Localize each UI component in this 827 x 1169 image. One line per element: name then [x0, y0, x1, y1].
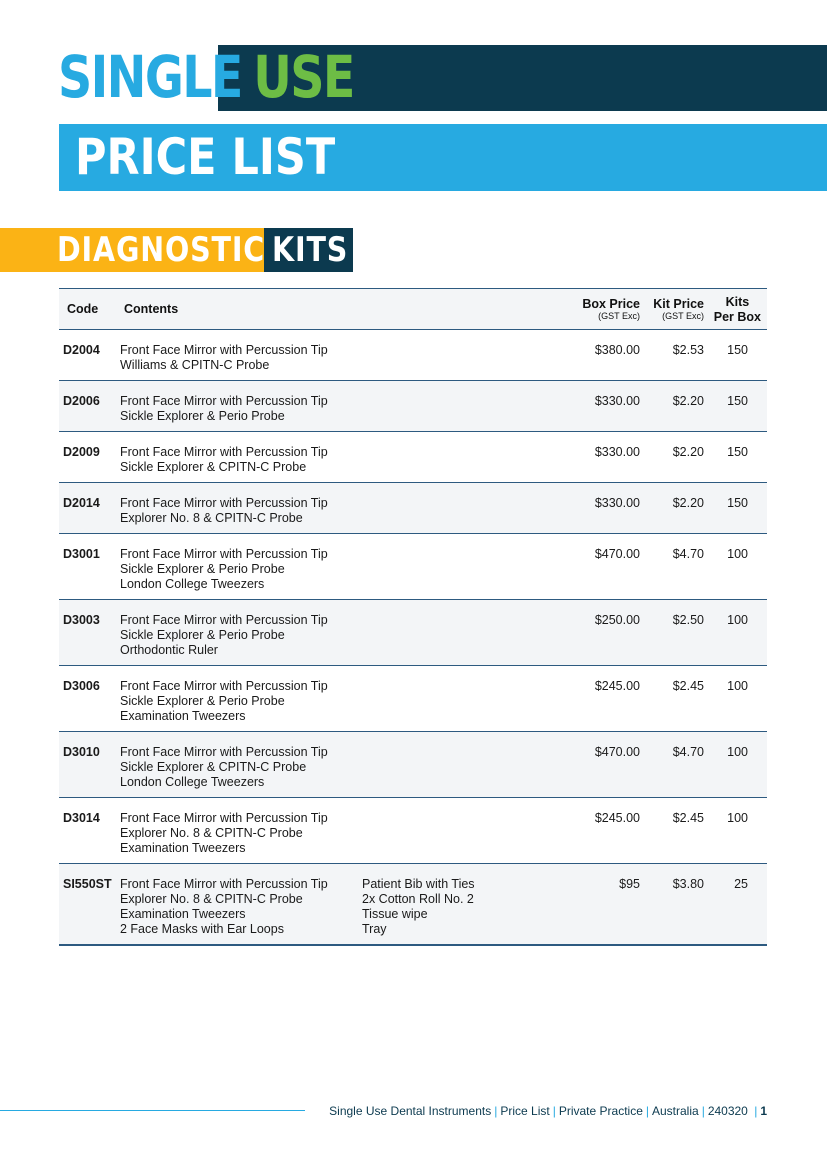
- header-per-box-label: Per Box: [713, 310, 761, 324]
- kit-price: $2.20: [672, 496, 704, 510]
- box-price: $245.00: [594, 811, 640, 825]
- product-code: D2014: [63, 496, 100, 510]
- box-price: $95: [619, 877, 640, 891]
- kit-price: $2.45: [672, 679, 704, 693]
- table-row: [59, 798, 767, 864]
- contents-item: Front Face Mirror with Percussion Tip: [120, 745, 328, 759]
- kit-price: $4.70: [672, 745, 704, 759]
- title-band: [59, 124, 827, 191]
- section-heading-word-2: KITS: [272, 230, 349, 270]
- box-price: $250.00: [594, 613, 640, 627]
- contents-item: Sickle Explorer & Perio Probe: [120, 409, 285, 423]
- contents-item: Front Face Mirror with Percussion Tip: [120, 343, 328, 357]
- contents-list: [120, 877, 328, 937]
- box-price: $245.00: [594, 679, 640, 693]
- box-price: $380.00: [594, 343, 640, 357]
- box-price: $330.00: [594, 496, 640, 510]
- logo-word-single: SINGLE: [58, 43, 242, 111]
- header-kit-price-label: Kit Price: [653, 297, 704, 311]
- footer: Single Use Dental Instruments | Price List | Private Practice | Australia | 240320 | 1: [329, 1104, 767, 1118]
- contents-item: 2 Face Masks with Ear Loops: [120, 922, 284, 936]
- contents-item: Explorer No. 8 & CPITN-C Probe: [120, 892, 303, 906]
- contents-item: London College Tweezers: [120, 577, 265, 591]
- contents-item: Explorer No. 8 & CPITN-C Probe: [120, 511, 303, 525]
- header-kit-price-sub: (GST Exc): [662, 311, 704, 321]
- kits-per-box: 150: [727, 394, 748, 408]
- product-code: D3001: [63, 547, 100, 561]
- contents-item: Patient Bib with Ties: [362, 877, 475, 891]
- contents-item: Tray: [362, 922, 387, 936]
- kits-per-box: 150: [727, 343, 748, 357]
- contents-item: Front Face Mirror with Percussion Tip: [120, 811, 328, 825]
- header-box-price: [582, 297, 640, 321]
- footer-part-1: Single Use Dental Instruments: [329, 1104, 492, 1118]
- section-heading-word-1: DIAGNOSTIC: [57, 230, 266, 270]
- contents-item: Examination Tweezers: [120, 907, 246, 921]
- contents-item: Sickle Explorer & Perio Probe: [120, 694, 285, 708]
- table-header: [59, 288, 767, 330]
- kits-per-box: 100: [727, 547, 748, 561]
- kit-price: $3.80: [672, 877, 704, 891]
- contents-item: Sickle Explorer & Perio Probe: [120, 628, 285, 642]
- table-row: [59, 864, 767, 946]
- contents-item: 2x Cotton Roll No. 2: [362, 892, 474, 906]
- kit-price: $2.20: [672, 394, 704, 408]
- footer-part-4: Australia: [652, 1104, 699, 1118]
- table-row: [59, 432, 767, 483]
- footer-part-5: 240320: [707, 1104, 748, 1118]
- contents-item: Williams & CPITN-C Probe: [120, 358, 270, 372]
- kits-per-box: 100: [727, 811, 748, 825]
- header-box-price-label: Box Price: [582, 297, 640, 311]
- contents-item: Sickle Explorer & Perio Probe: [120, 562, 285, 576]
- kits-per-box: 25: [734, 877, 748, 891]
- contents-item: Front Face Mirror with Percussion Tip: [120, 547, 328, 561]
- contents-list: [120, 343, 328, 373]
- footer-part-2: Price List: [500, 1104, 550, 1118]
- product-code: D2004: [63, 343, 100, 357]
- header-kits-per-box: [714, 295, 761, 325]
- contents-list: [120, 679, 328, 724]
- contents-item: Examination Tweezers: [120, 709, 246, 723]
- brand-logo: [58, 42, 354, 112]
- header-kits-label: Kits: [725, 295, 750, 309]
- contents-list: [120, 394, 328, 424]
- contents-item: Orthodontic Ruler: [120, 643, 218, 657]
- contents-item: Examination Tweezers: [120, 841, 246, 855]
- product-code: SI550ST: [63, 877, 112, 891]
- table-row: [59, 600, 767, 666]
- contents-item: Front Face Mirror with Percussion Tip: [120, 877, 328, 891]
- product-code: D3010: [63, 745, 100, 759]
- contents-item: London College Tweezers: [120, 775, 265, 789]
- contents-item: Front Face Mirror with Percussion Tip: [120, 679, 328, 693]
- kit-price: $2.20: [672, 445, 704, 459]
- header-box-price-sub: (GST Exc): [598, 311, 640, 321]
- box-price: $330.00: [594, 445, 640, 459]
- table-row: [59, 666, 767, 732]
- table-row: [59, 732, 767, 798]
- product-code: D3014: [63, 811, 100, 825]
- kits-per-box: 100: [727, 745, 748, 759]
- contents-item: Explorer No. 8 & CPITN-C Probe: [120, 826, 303, 840]
- box-price: $470.00: [594, 745, 640, 759]
- contents-item: Front Face Mirror with Percussion Tip: [120, 496, 328, 510]
- kit-price: $2.53: [672, 343, 704, 357]
- kit-price: $2.45: [672, 811, 704, 825]
- table-row: [59, 534, 767, 600]
- product-code: D3006: [63, 679, 100, 693]
- contents-list-extra: [362, 877, 475, 937]
- contents-list: [120, 445, 328, 475]
- logo-word-use: USE: [253, 43, 354, 111]
- product-code: D3003: [63, 613, 100, 627]
- header-kit-price: [653, 297, 704, 321]
- table-row: [59, 381, 767, 432]
- contents-list: [120, 547, 328, 592]
- contents-item: Front Face Mirror with Percussion Tip: [120, 445, 328, 459]
- contents-item: Front Face Mirror with Percussion Tip: [120, 613, 328, 627]
- table-body: [59, 330, 767, 946]
- contents-item: Sickle Explorer & CPITN-C Probe: [120, 460, 307, 474]
- kits-per-box: 150: [727, 496, 748, 510]
- kit-price: $2.50: [672, 613, 704, 627]
- box-price: $330.00: [594, 394, 640, 408]
- kit-price: $4.70: [672, 547, 704, 561]
- kits-per-box: 150: [727, 445, 748, 459]
- footer-rule: [0, 1110, 305, 1111]
- contents-item: Sickle Explorer & CPITN-C Probe: [120, 760, 307, 774]
- page-number: 1: [760, 1104, 767, 1118]
- contents-list: [120, 745, 328, 790]
- kits-per-box: 100: [727, 679, 748, 693]
- footer-part-3: Private Practice: [558, 1104, 643, 1118]
- product-code: D2006: [63, 394, 100, 408]
- table-row: [59, 330, 767, 381]
- header-contents: Contents: [124, 302, 179, 316]
- kits-per-box: 100: [727, 613, 748, 627]
- box-price: $470.00: [594, 547, 640, 561]
- price-table: [59, 288, 767, 946]
- page-title: PRICE LIST: [75, 128, 336, 186]
- contents-list: [120, 811, 328, 856]
- contents-list: [120, 496, 328, 526]
- contents-list: [120, 613, 328, 658]
- product-code: D2009: [63, 445, 100, 459]
- table-row: [59, 483, 767, 534]
- contents-item: Tissue wipe: [362, 907, 428, 921]
- header-code: Code: [67, 302, 99, 316]
- contents-item: Front Face Mirror with Percussion Tip: [120, 394, 328, 408]
